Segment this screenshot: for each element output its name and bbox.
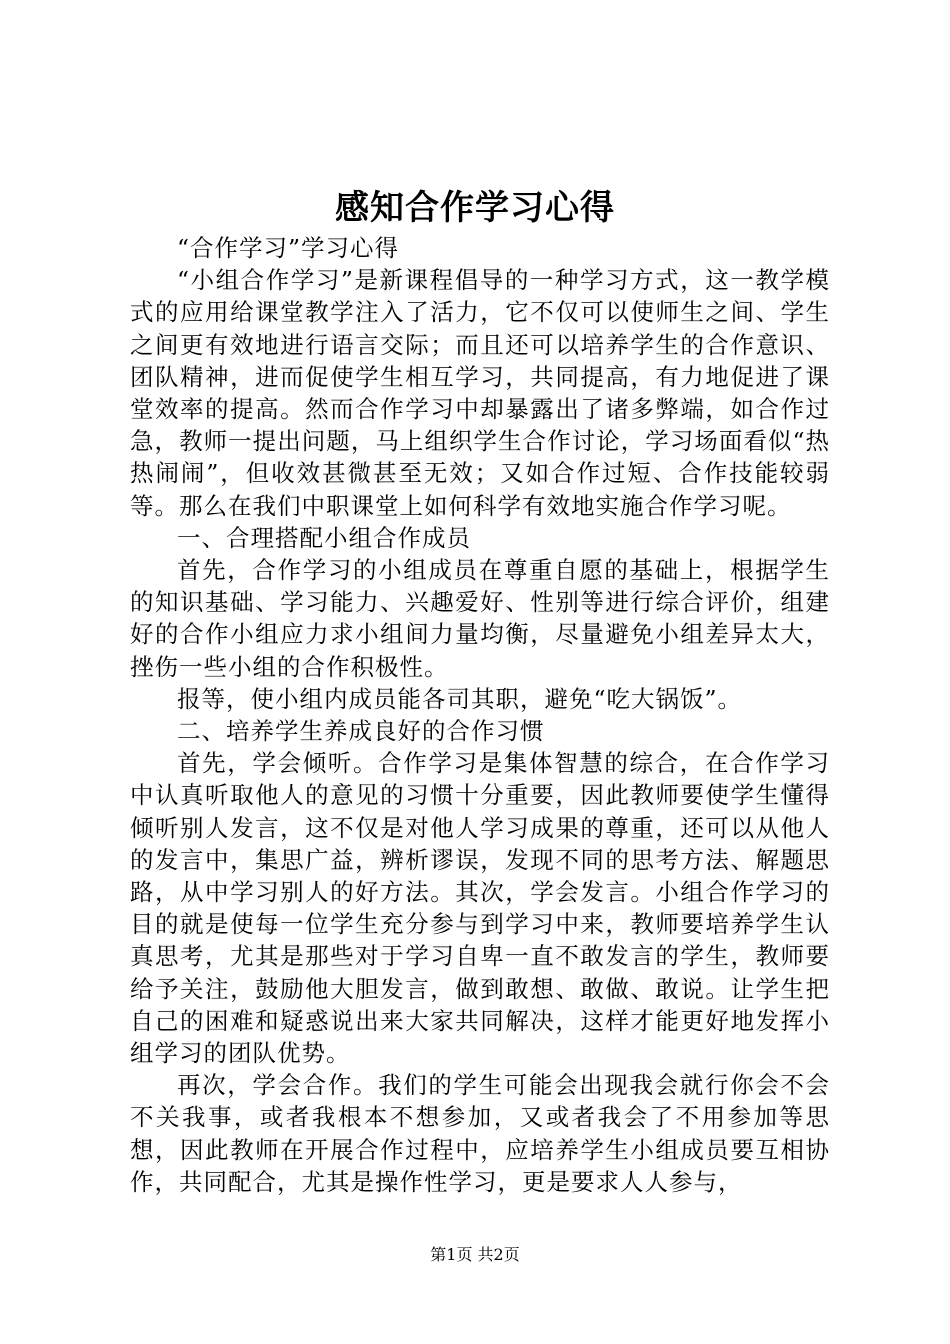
paragraph-intro: “小组合作学习”是新课程倡导的一种学习方式，这一教学模式的应用给课堂教学注入了活力，它不仅可以使师生之间、学生之间更有效地进行语言交际；而且还可以培养学生的合作意识、团队精神，进而促使学生相互学习，共同提高，有力地促进了课堂效率的提高。然而合作学习中却暴露出了诸多弊端，如合作过急，教师一提出问题，马上组织学生合作讨论，学习场面看似“热热闹闹”，但收效甚微甚至无效；又如合作过短、合作技能较弱等。那么在我们中职课堂上如何科学有效地实施合作学习呢。 (130, 266, 830, 520)
paragraph-section-2-continued: 再次，学会合作。我们的学生可能会出现我会就行你会不会不关我事，或者我根本不想参加，又或者我会了不用参加等思想，因此教师在开展合作过程中，应培养学生小组成员要互相协作，共同配合，尤其是操作性学习，更是要求人人参与， (130, 1071, 830, 1196)
document-title: 感知合作学习心得 (335, 188, 615, 228)
section-heading-2: 二、培养学生养成良好的合作习惯 (177, 717, 545, 746)
page-number-footer: 第1页 共2页 (430, 1245, 520, 1264)
paragraph-section-1-continued: 报等，使小组内成员能各司其职，避免“吃大锅饭”。 (177, 684, 743, 713)
section-heading-1: 一、合理搭配小组合作成员 (177, 523, 471, 552)
paragraph-section-2: 首先，学会倾听。合作学习是集体智慧的综合，在合作学习中认真听取他人的意见的习惯十分重要，因此教师要使学生懂得倾听别人发言，这不仅是对他人学习成果的尊重，还可以从他人的发言中，集思广益，辨析谬误，发现不同的思考方法、解题思路，从中学习别人的好方法。其次，学会发言。小组合作学习的目的就是使每一位学生充分参与到学习中来，教师要培养学生认真思考，尤其是那些对于学习自卑一直不敢发言的学生，教师要给予关注，鼓励他大胆发言，做到敢想、敢做、敢说。让学生把自己的困难和疑惑说出来大家共同解决，这样才能更好地发挥小组学习的团队优势。 (130, 749, 830, 1068)
paragraph-section-1: 首先，合作学习的小组成员在尊重自愿的基础上，根据学生的知识基础、学习能力、兴趣爱好、性别等进行综合评价，组建好的合作小组应力求小组间力量均衡，尽量避免小组差异太大，挫伤一些小组的合作积极性。 (130, 556, 830, 681)
paragraph-subtitle: “合作学习”学习心得 (177, 234, 400, 262)
document-body (130, 232, 830, 1198)
